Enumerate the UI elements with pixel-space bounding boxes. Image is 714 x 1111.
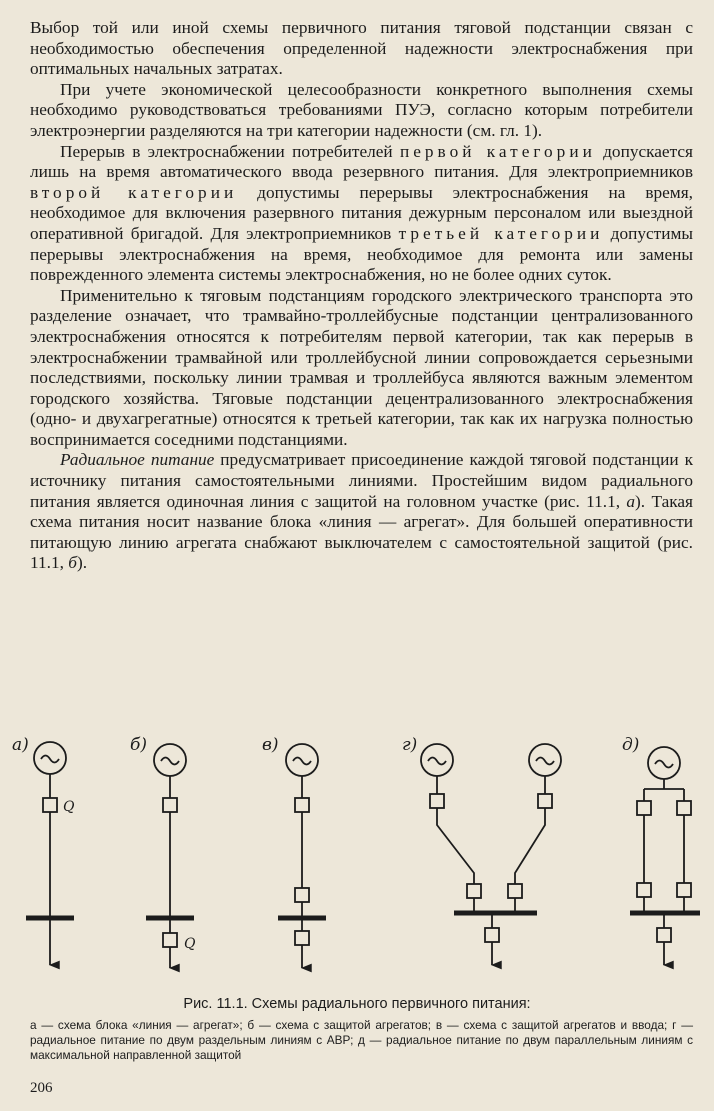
switch-icon bbox=[637, 883, 651, 897]
paragraph-3-part: допустимы перерывы электроснабжения на время, необходимое для ремонта или замены поврежденного элемента системы электроснабжения, но не более одних суток. bbox=[30, 223, 693, 285]
switch-icon bbox=[295, 798, 309, 812]
switch-icon bbox=[163, 798, 177, 812]
figure-ref-b: б bbox=[68, 553, 77, 573]
scheme-a bbox=[12, 735, 75, 965]
scheme-v bbox=[262, 735, 326, 968]
page-number: 206 bbox=[30, 1080, 53, 1096]
tilde-icon bbox=[41, 756, 59, 763]
switch-icon bbox=[657, 928, 671, 942]
scheme-b bbox=[130, 735, 196, 968]
figure-ref-a: а bbox=[626, 491, 636, 511]
label-b: б) bbox=[130, 735, 148, 755]
label-d: д) bbox=[622, 735, 640, 755]
switch-icon bbox=[163, 933, 177, 947]
figure-schemes-svg bbox=[0, 725, 714, 990]
tilde-icon bbox=[293, 758, 311, 765]
paragraph-3-part: Перерыв в электроснабжении потребителей bbox=[60, 141, 400, 161]
switch-icon bbox=[485, 928, 499, 942]
label-g: г) bbox=[402, 735, 418, 755]
switch-icon bbox=[467, 884, 481, 898]
paragraph-3-part: допускается лишь на время автоматического ввода резервного питания. Для электроприемников bbox=[30, 141, 693, 182]
switch-icon bbox=[43, 798, 57, 812]
q-label: Q bbox=[184, 936, 196, 952]
paragraph-2: При учете экономической целесообразности конкретного выполнения схемы необходимо руководствоваться требованиями ПУЭ, согласно которым потребители электроэнергии разделяются на три категории надежности (см. гл. 1). bbox=[30, 79, 693, 140]
switch-icon bbox=[677, 883, 691, 897]
switch-icon bbox=[295, 888, 309, 902]
main-text bbox=[30, 18, 693, 574]
tilde-icon bbox=[655, 761, 673, 768]
emphasis-first-category: первой категории bbox=[399, 141, 596, 161]
figure-11-1 bbox=[0, 725, 714, 990]
scheme-g bbox=[402, 735, 561, 965]
switch-icon bbox=[637, 801, 651, 815]
figure-caption-title: Рис. 11.1. Схемы радиального первичного питания: bbox=[183, 996, 531, 1012]
paragraph-5 bbox=[30, 450, 693, 574]
tilde-icon bbox=[536, 758, 554, 765]
label-v: в) bbox=[262, 735, 279, 755]
switch-icon bbox=[295, 931, 309, 945]
paragraph-5-part: ). bbox=[76, 553, 88, 573]
paragraph-3-part: допустимы перерывы электроснабжения на время, необходимое для включения разервного питания дежурным персоналом или выездной оперативной бригадой. Для электроприемников bbox=[30, 182, 693, 243]
paragraph-1: Выбор той или иной схемы первичного питания тяговой подстанции связан с необходимостью обеспечения определенной надежности электроснабжения при оптимальных начальных затратах. bbox=[30, 18, 693, 79]
emphasis-third-category: третьей категории bbox=[398, 223, 604, 243]
paragraph-4: Применительно к тяговым подстанциям городского электрического транспорта это разделение означает, что трамвайно-троллейбусные подстанции централизованного электроснабжения относятся к потребителям первой категории, так как перерыв в электроснабжении трамвайной или троллейбусной линии сопровождается серьезными последствиями, поскольку линии трамвая и троллейбуса являются важным элементом городского хозяйства. Тяговые подстанции децентрализованного электроснабжения (одно- и двухагрегатные) относятся к третьей категории, так как их нагрузка полностью воспринимается соседними подстанциями. bbox=[30, 285, 693, 449]
figure-caption-body: а — схема блока «линия — агрегат»; б — схема с защитой агрегатов; в — схема с защитой агрегатов и ввода; г — радиальное питание по двум раздельным линиям с АВР; д — радиальное питание по двум параллельным линиям с максимальной направленной защитой bbox=[30, 1018, 693, 1062]
switch-icon bbox=[538, 794, 552, 808]
q-label: Q bbox=[63, 799, 75, 815]
tilde-icon bbox=[428, 758, 446, 765]
term-radial-supply: Радиальное питание bbox=[60, 450, 215, 470]
switch-icon bbox=[677, 801, 691, 815]
switch-icon bbox=[430, 794, 444, 808]
tilde-icon bbox=[161, 758, 179, 765]
scheme-d bbox=[622, 735, 700, 965]
paragraph-3 bbox=[30, 142, 693, 286]
paragraph-5-part: ). Такая схема питания носит название блока «линия — агрегат». Для большей оперативности питающую линию агрегата снабжают выключателем с самостоятельной защитой (рис. 11.1, bbox=[30, 491, 693, 573]
label-a: а) bbox=[12, 735, 29, 755]
emphasis-second-category: второй категории bbox=[30, 182, 238, 202]
paragraph-5-part: предусматривает присоединение каждой тяговой подстанции к источнику питания самостоятельными линиями. Простейшим видом радиального питания является одиночная линия с защитой на головном участке (рис. 11.1, bbox=[30, 450, 693, 511]
switch-icon bbox=[508, 884, 522, 898]
